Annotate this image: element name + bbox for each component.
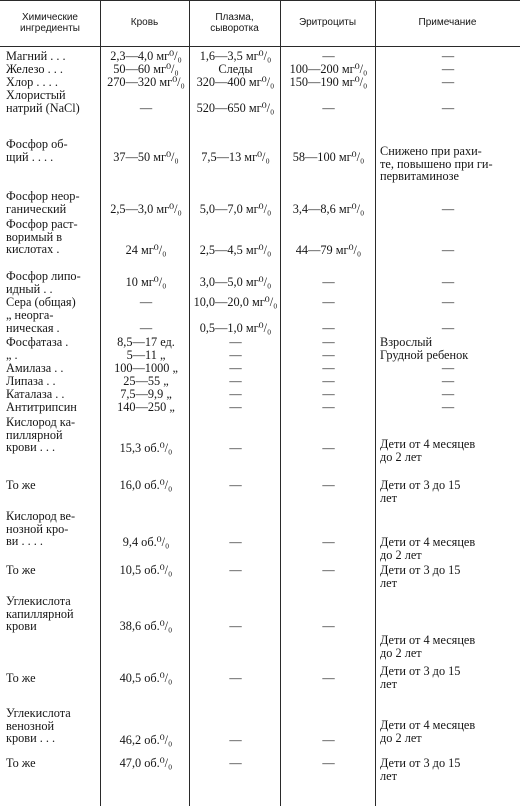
blood-cell: 47,0 об.⁰/₀ [119, 756, 173, 770]
ingredient-cell: „ неорга- ническая . [6, 308, 60, 335]
erythrocytes-cell: — [322, 335, 335, 349]
plasma-cell: 7,5—13 мг⁰/₀ [201, 150, 270, 164]
ingredient-cell: Фосфор раст- воримый в кислотах . [6, 217, 78, 256]
erythrocytes-cell: 150—190 мг⁰/₀ [289, 75, 368, 89]
blood-cell: 9,4 об.⁰/₀ [122, 535, 170, 549]
plasma-cell: 2,5—4,5 мг⁰/₀ [199, 243, 272, 257]
ingredient-cell: Кислород ка- пиллярной крови . . . [6, 415, 76, 454]
blood-cell: 10,5 об.⁰/₀ [119, 563, 173, 577]
plasma-cell: — [229, 441, 242, 455]
blood-cell: 50—60 мг⁰/₀ [113, 62, 179, 76]
erythrocytes-cell: — [322, 563, 335, 577]
ingredient-cell: Хлор . . . . [6, 75, 58, 89]
column-divider [280, 0, 281, 806]
note-cell: Дети от 4 месяцев до 2 лет [380, 633, 476, 660]
plasma-cell: — [229, 671, 242, 685]
blood-cell: 2,3—4,0 мг⁰/₀ [110, 49, 182, 63]
erythrocytes-cell: — [322, 733, 335, 747]
note-cell: Дети от 3 до 15 лет [380, 756, 461, 783]
blood-cell: 8,5—17 ед. [117, 335, 175, 349]
note-cell: Взрослый [380, 335, 433, 349]
blood-cell: 7,5—9,9 „ [120, 387, 172, 401]
blood-cell: 16,0 об.⁰/₀ [119, 478, 173, 492]
note-cell: — [441, 75, 455, 89]
plasma-cell: — [229, 619, 242, 633]
erythrocytes-cell: 44—79 мг⁰/₀ [295, 243, 362, 257]
ingredient-cell: Кислород ве- нозной кро- ви . . . . [6, 509, 76, 548]
ingredient-cell: Антитрипсин [6, 400, 77, 414]
column-divider [189, 0, 190, 806]
ingredient-cell: Фосфор неор- ганический [6, 189, 80, 216]
blood-cell: 2,5—3,0 мг⁰/₀ [110, 202, 182, 216]
note-cell: — [441, 361, 455, 375]
header-plasma: Плазма, сыворотка [210, 11, 259, 34]
plasma-cell: 520—650 мг⁰/₀ [196, 101, 275, 115]
column-divider [375, 0, 376, 806]
ingredient-cell: То же [6, 563, 36, 577]
note-cell: — [441, 243, 455, 257]
erythrocytes-cell: — [322, 374, 335, 388]
erythrocytes-cell: — [322, 387, 335, 401]
note-cell: Дети от 4 месяцев до 2 лет [380, 718, 476, 745]
erythrocytes-cell: — [322, 348, 335, 362]
erythrocytes-cell: — [322, 49, 335, 63]
blood-cell: 24 мг⁰/₀ [125, 243, 167, 257]
plasma-cell: 3,0—5,0 мг⁰/₀ [199, 275, 272, 289]
plasma-cell: Следы [218, 62, 253, 76]
erythrocytes-cell: 100—200 мг⁰/₀ [289, 62, 368, 76]
ingredient-cell: Углекислота капиллярной крови [6, 594, 74, 633]
note-cell: — [441, 374, 455, 388]
erythrocytes-cell: — [322, 756, 335, 770]
note-cell: Снижено при рахи- те, повышено при ги- первитаминозе [380, 144, 493, 183]
note-cell: — [441, 101, 455, 115]
plasma-cell: — [229, 361, 242, 375]
ingredient-cell: „ . [6, 348, 18, 362]
note-cell: — [441, 400, 455, 414]
blood-cell: 38,6 об.⁰/₀ [119, 619, 173, 633]
erythrocytes-cell: — [322, 361, 335, 375]
blood-cell: 100—1000 „ [114, 361, 178, 375]
note-cell: Дети от 4 месяцев до 2 лет [380, 437, 476, 464]
plasma-cell: — [229, 733, 242, 747]
header-erythrocytes: Эритроциты [298, 17, 357, 28]
erythrocytes-cell: — [322, 101, 335, 115]
plasma-cell: — [229, 563, 242, 577]
note-cell: Дети от 3 до 15 лет [380, 563, 461, 590]
blood-cell: 5—11 „ [126, 348, 166, 362]
blood-cell: — [139, 321, 153, 335]
erythrocytes-cell: 58—100 мг⁰/₀ [292, 150, 365, 164]
ingredient-cell: То же [6, 478, 36, 492]
plasma-cell: 10,0—20,0 мг⁰/₀ [193, 295, 278, 309]
blood-cell: 37—50 мг⁰/₀ [113, 150, 179, 164]
plasma-cell: — [229, 535, 242, 549]
ingredient-cell: Магний . . . [6, 49, 66, 63]
plasma-cell: — [229, 348, 242, 362]
erythrocytes-cell: — [322, 275, 335, 289]
erythrocytes-cell: — [322, 400, 335, 414]
plasma-cell: — [229, 400, 242, 414]
plasma-cell: 1,6—3,5 мг⁰/₀ [199, 49, 272, 63]
blood-cell: 46,2 об.⁰/₀ [119, 733, 173, 747]
ingredient-cell: То же [6, 671, 36, 685]
plasma-cell: — [229, 374, 242, 388]
erythrocytes-cell: — [322, 478, 335, 492]
blood-cell: 15,3 об.⁰/₀ [119, 441, 173, 455]
erythrocytes-cell: — [322, 441, 335, 455]
note-cell: Дети от 3 до 15 лет [380, 664, 461, 691]
erythrocytes-cell: — [322, 321, 335, 335]
plasma-cell: — [229, 387, 242, 401]
ingredient-cell: Каталаза . . [6, 387, 65, 401]
blood-cell: 40,5 об.⁰/₀ [119, 671, 173, 685]
erythrocytes-cell: — [322, 671, 335, 685]
note-cell: — [441, 387, 455, 401]
plasma-cell: 320—400 мг⁰/₀ [196, 75, 275, 89]
ingredient-cell: Фосфор об- щий . . . . [6, 137, 68, 164]
ingredient-cell: Сера (общая) [6, 295, 76, 309]
ingredient-cell: Амилаза . . [6, 361, 64, 375]
erythrocytes-cell: — [322, 295, 335, 309]
ingredient-cell: Хлористый натрий (NaCl) [6, 88, 80, 115]
blood-cell: 25—55 „ [123, 374, 169, 388]
note-cell: Дети от 4 месяцев до 2 лет [380, 535, 476, 562]
note-cell: — [441, 295, 455, 309]
note-cell: — [441, 49, 455, 63]
plasma-cell: 5,0—7,0 мг⁰/₀ [199, 202, 272, 216]
ingredient-cell: Углекислота венозной крови . . . [6, 706, 71, 745]
note-cell: — [441, 202, 455, 216]
plasma-cell: 0,5—1,0 мг⁰/₀ [199, 321, 272, 335]
column-divider [100, 0, 101, 806]
blood-cell: 270—320 мг⁰/₀ [107, 75, 185, 89]
blood-cell: — [139, 295, 153, 309]
plasma-cell: — [229, 335, 242, 349]
ingredient-cell: Фосфор липо- идный . . [6, 269, 81, 296]
ingredient-cell: То же [6, 756, 36, 770]
erythrocytes-cell: — [322, 535, 335, 549]
header-ingredients: Химические ингредиенты [20, 11, 80, 34]
header-notes: Примечание [418, 17, 477, 28]
note-cell: — [441, 275, 455, 289]
plasma-cell: — [229, 756, 242, 770]
note-cell: — [441, 321, 455, 335]
blood-cell: 10 мг⁰/₀ [125, 275, 167, 289]
note-cell: Дети от 3 до 15 лет [380, 478, 461, 505]
blood-cell: 140—250 „ [117, 400, 175, 414]
note-cell: — [441, 62, 455, 76]
header-blood: Кровь [130, 17, 159, 28]
ingredient-cell: Фосфатаза . [6, 335, 69, 349]
blood-cell: — [139, 101, 153, 115]
erythrocytes-cell: 3,4—8,6 мг⁰/₀ [292, 202, 365, 216]
erythrocytes-cell: — [322, 619, 335, 633]
header-bottom-rule [0, 46, 520, 47]
plasma-cell: — [229, 478, 242, 492]
ingredient-cell: Железо . . . [6, 62, 63, 76]
note-cell: Грудной ребенок [380, 348, 469, 362]
ingredient-cell: Липаза . . [6, 374, 56, 388]
